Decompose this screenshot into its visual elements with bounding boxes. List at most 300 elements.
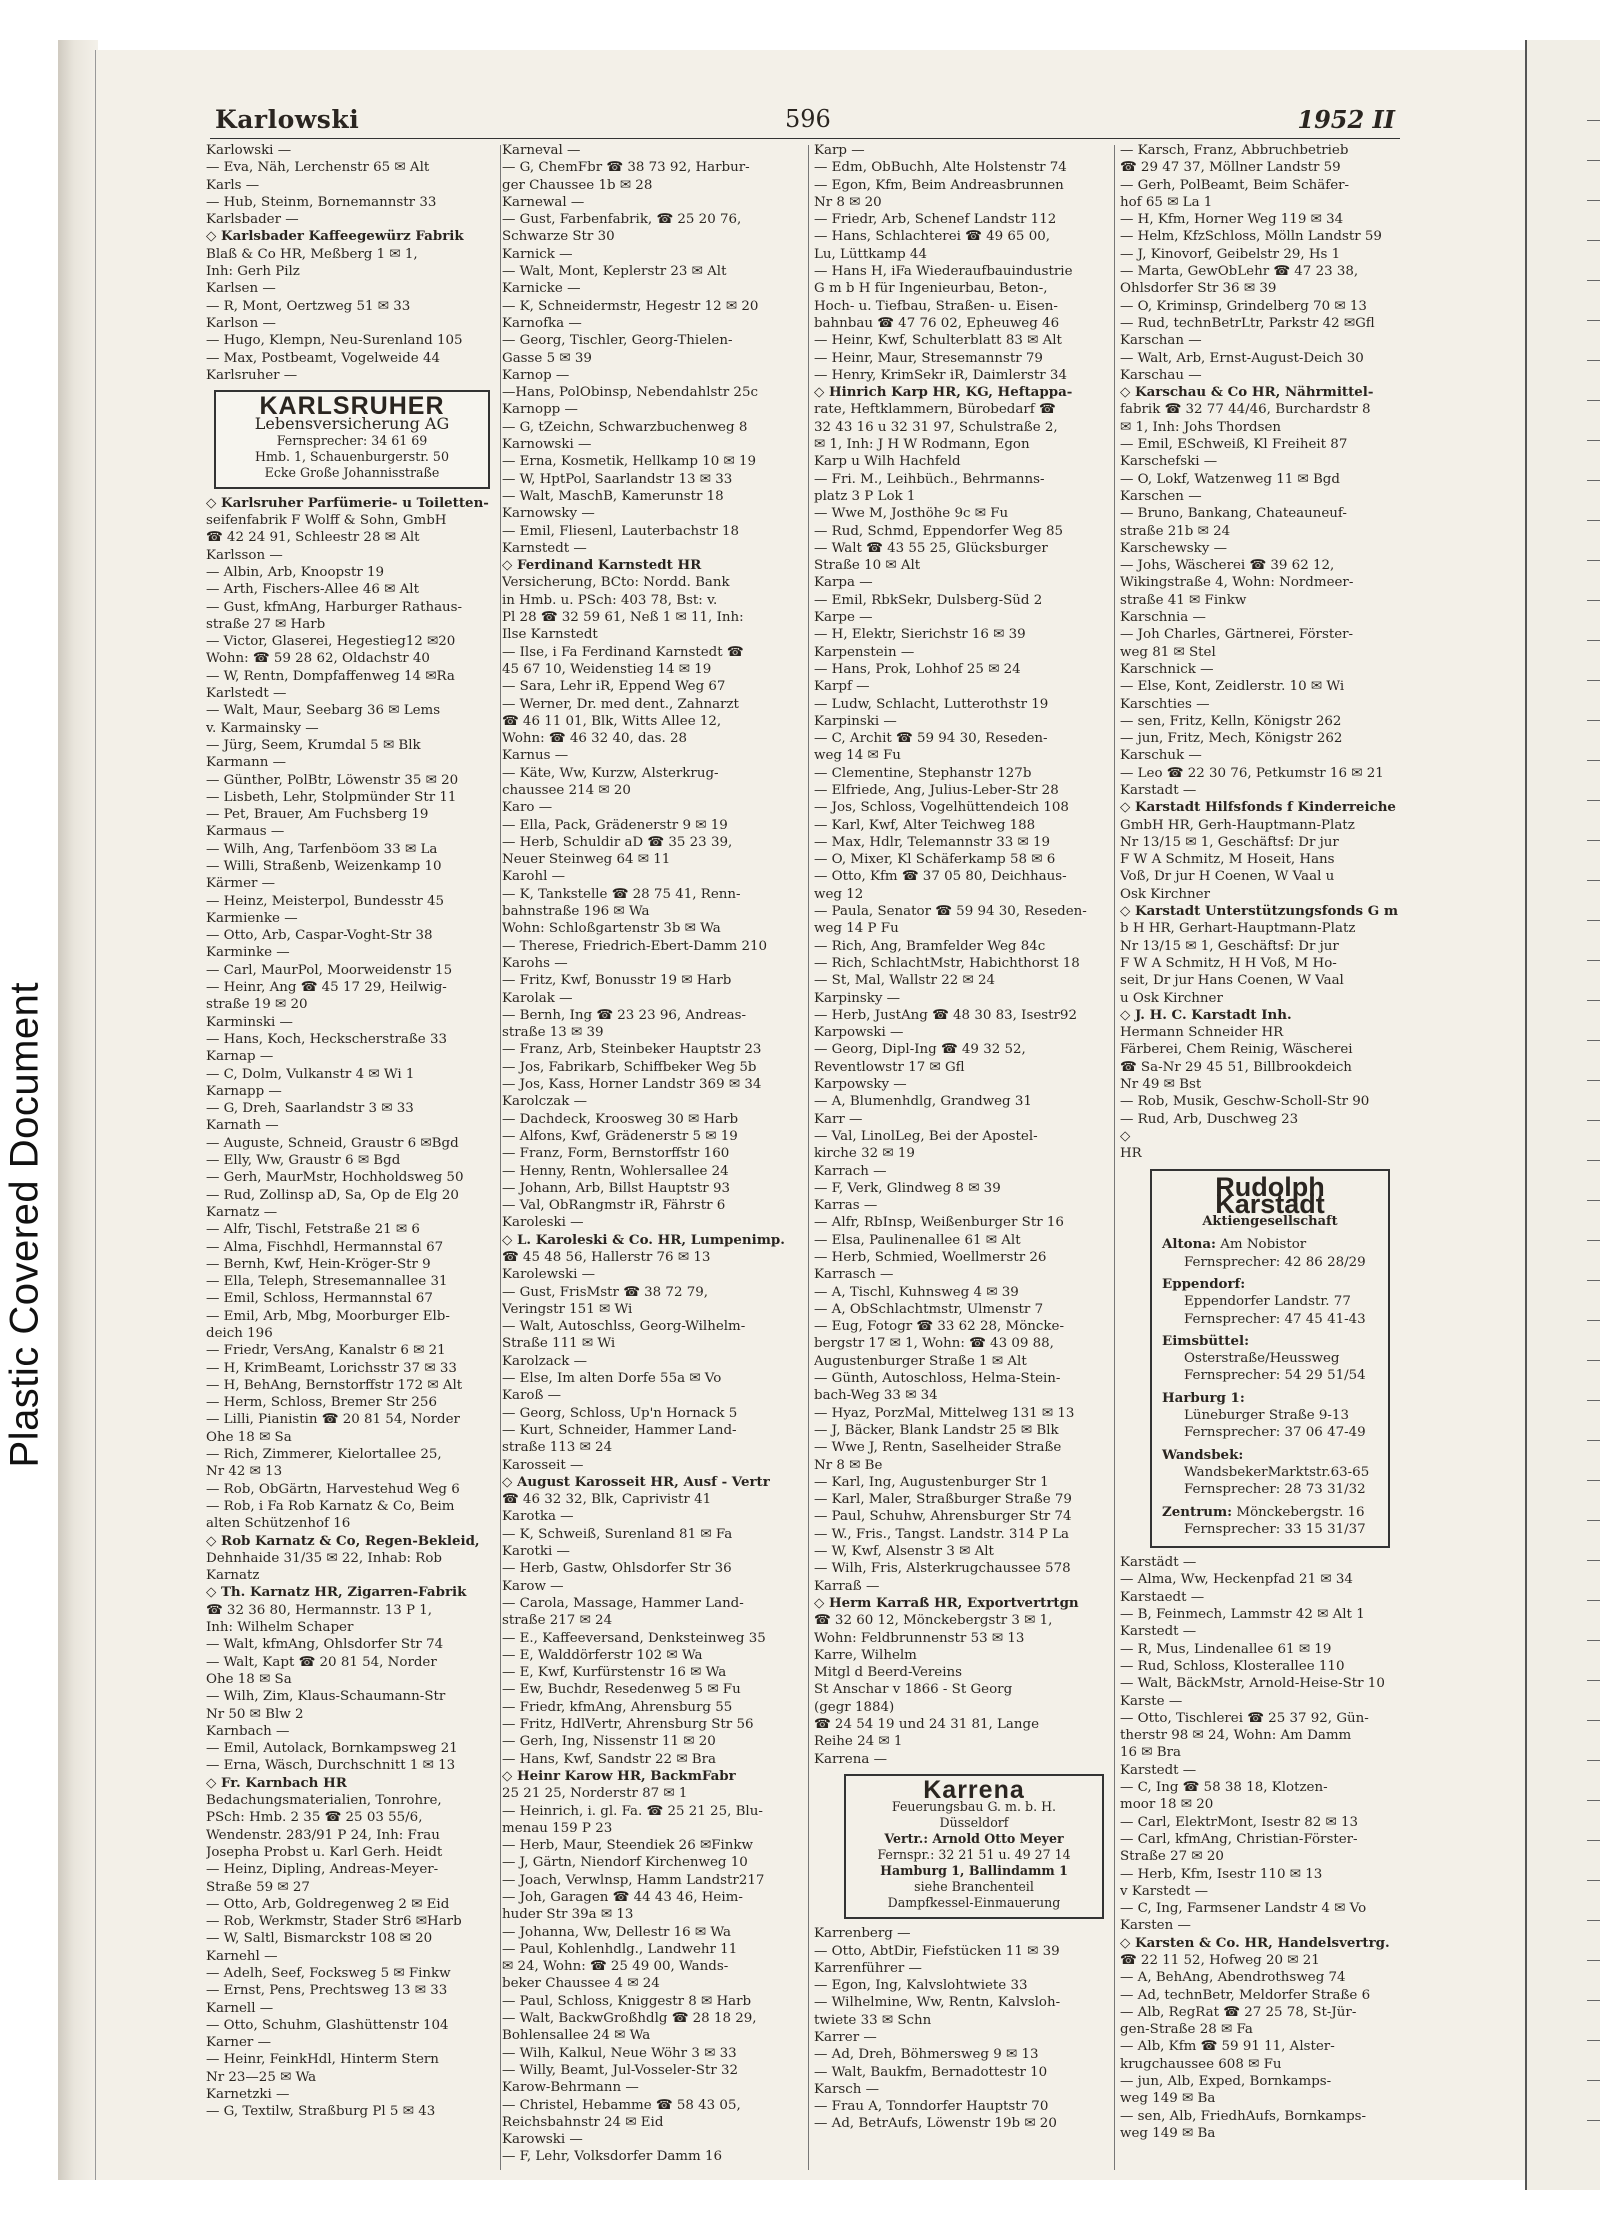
adjacent-page-mark xyxy=(1587,640,1600,641)
directory-entry: — Helm, KfzSchloss, Mölln Landstr 59 xyxy=(1120,229,1382,245)
directory-entry: — jun, Fritz, Mech, Königstr 262 xyxy=(1120,731,1343,747)
directory-entry: bahnbau ☎ 47 76 02, Epheuweg 46 xyxy=(814,315,1060,331)
directory-entry: ◇ Heinr Karow HR, BackmFabr xyxy=(502,1767,736,1784)
directory-entry: 32 43 16 u 32 31 97, Schulstraße 2, xyxy=(814,419,1058,435)
directory-entry: — Carl, MaurPol, Moorweidenstr 15 xyxy=(206,962,453,978)
branch-block xyxy=(1162,1447,1378,1499)
directory-entry: Dehnhaide 31/35 ✉ 22, Inhab: Rob xyxy=(206,1550,443,1566)
directory-entry: — Emil, Schloss, Hermannstal 67 xyxy=(206,1291,433,1307)
directory-entry: — Heinr, Kwf, Schulterblatt 83 ✉ Alt xyxy=(814,333,1062,349)
surname-heading: Karstädt — xyxy=(1120,1555,1197,1571)
directory-entry: — W., Fris., Tangst. Landstr. 314 P La xyxy=(814,1526,1070,1542)
directory-entry: — Eug, Fotogr ☎ 33 62 28, Möncke- xyxy=(814,1319,1064,1335)
surname-heading: Karnell — xyxy=(206,2000,274,2016)
adjacent-page-mark xyxy=(1587,440,1600,441)
directory-entry: — Henny, Rentn, Wohlersallee 24 xyxy=(502,1163,729,1179)
directory-entry: — A, Tischl, Kuhnsweg 4 ✉ 39 xyxy=(814,1284,1019,1300)
directory-entry: — Else, Kont, Zeidlerstr. 10 ✉ Wi xyxy=(1120,679,1345,695)
directory-entry: — Alma, Ww, Heckenpfad 21 ✉ 34 xyxy=(1120,1572,1353,1588)
branch-block xyxy=(1162,1504,1378,1539)
directory-entry: — G, tZeichn, Schwarzbuchenweg 8 xyxy=(502,419,748,435)
directory-entry: Versicherung, BCto: Nordd. Bank xyxy=(502,575,730,591)
directory-entry: — Adelh, Seef, Focksweg 5 ✉ Finkw xyxy=(206,1965,451,1981)
surname-heading: Karnowsky — xyxy=(502,506,595,522)
adjacent-page-mark xyxy=(1587,1240,1600,1241)
directory-entry: ☎ 32 60 12, Mönckebergstr 3 ✉ 1, xyxy=(814,1613,1053,1629)
directory-entry: Nr 50 ✉ Blw 2 xyxy=(206,1706,304,1722)
surname-heading: Karow — xyxy=(502,1578,564,1594)
directory-entry: — Jos, Kass, Horner Landstr 369 ✉ 34 xyxy=(502,1077,762,1093)
directory-entry: 45 67 10, Weidenstieg 14 ✉ 19 xyxy=(502,661,712,677)
directory-entry: — Willy, Beamt, Jul-Vosseler-Str 32 xyxy=(502,2062,739,2078)
directory-entry: therstr 98 ✉ 24, Wohn: Am Damm xyxy=(1120,1728,1352,1744)
directory-entry: Nr 42 ✉ 13 xyxy=(206,1464,283,1480)
directory-entry: gen-Straße 28 ✉ Fa xyxy=(1120,2022,1253,2038)
surname-heading: Karosseit — xyxy=(502,1457,584,1473)
directory-entry: — Ew, Buchdr, Resedenweg 5 ✉ Fu xyxy=(502,1682,741,1698)
karlsruher-advertisement xyxy=(214,390,490,489)
directory-entry: weg 149 ✉ Ba xyxy=(1120,2091,1216,2107)
surname-heading: Karsten — xyxy=(1120,1918,1191,1934)
surname-heading: Karste — xyxy=(1120,1693,1183,1709)
directory-entry: Straße 10 ✉ Alt xyxy=(814,558,921,574)
directory-entry: — Val, LinolLeg, Bei der Apostel- xyxy=(814,1128,1038,1144)
directory-entry: — Walt, Kapt ☎ 20 81 54, Norder xyxy=(206,1654,437,1670)
surname-heading: Karo — xyxy=(502,800,553,816)
directory-entry: Straße 27 ✉ 20 xyxy=(1120,1849,1224,1865)
directory-entry: — Herb, Gastw, Ohlsdorfer Str 36 xyxy=(502,1561,732,1577)
adjacent-page-mark xyxy=(1587,1920,1600,1921)
directory-entry: ✉ 24, Wohn: ☎ 25 49 00, Wands- xyxy=(502,1959,729,1975)
ad-line: Dampfkessel-Einmauerung xyxy=(887,1895,1061,1911)
directory-entry: — Herm, Schloss, Bremer Str 256 xyxy=(206,1395,437,1411)
surname-heading: Karmaus — xyxy=(206,824,285,840)
adjacent-page-mark xyxy=(1587,1120,1600,1121)
directory-entry: — Hans H, iFa Wiederaufbauindustrie xyxy=(814,264,1073,280)
adjacent-page-mark xyxy=(1587,760,1600,761)
directory-entry: — E, Walddörferstr 102 ✉ Wa xyxy=(502,1647,703,1663)
directory-entry: — St, Mal, Wallstr 22 ✉ 24 xyxy=(814,973,996,989)
surname-heading: Karnop — xyxy=(502,367,570,383)
surname-heading: Karmann — xyxy=(206,755,286,771)
adjacent-page-mark xyxy=(1587,560,1600,561)
adjacent-page-mark xyxy=(1587,1800,1600,1801)
directory-entry: — Johanna, Ww, Dellestr 16 ✉ Wa xyxy=(502,1924,731,1940)
surname-heading: Karschties — xyxy=(1120,696,1210,712)
directory-entry: — Friedr, kfmAng, Ahrensburg 55 xyxy=(502,1699,733,1715)
ad-address: Ecke Große Johannisstraße xyxy=(264,464,440,480)
adjacent-page-mark xyxy=(1587,2000,1600,2001)
directory-entry: Wikingstraße 4, Wohn: Nordmeer- xyxy=(1120,575,1354,591)
directory-entry: ◇ Fr. Karnbach HR xyxy=(206,1774,347,1791)
adjacent-page-mark xyxy=(1587,880,1600,881)
surname-heading: Karstedt — xyxy=(1120,1762,1197,1778)
directory-entry: weg 12 xyxy=(814,886,864,902)
branch-city xyxy=(1162,1276,1378,1293)
adjacent-page-mark xyxy=(1587,1280,1600,1281)
column-1 xyxy=(206,142,498,2121)
directory-entry: — F, Verk, Glindweg 8 ✉ 39 xyxy=(814,1180,1001,1196)
surname-heading: Karrenberg — xyxy=(814,1926,911,1942)
running-head-name: Karlowski xyxy=(215,105,360,134)
directory-entry: — Rud, technBetrLtr, Parkstr 42 ✉Gfl xyxy=(1120,315,1375,331)
directory-entry: — Wilh, Kalkul, Neue Wöhr 3 ✉ 33 xyxy=(502,2045,737,2061)
directory-entry: ☎ 45 48 56, Hallerstr 76 ✉ 13 xyxy=(502,1250,711,1265)
directory-entry: Färberei, Chem Reinig, Wäscherei xyxy=(1120,1042,1353,1058)
directory-entry: — Egon, Ing, Kalvslohtwiete 33 xyxy=(814,1978,1028,1994)
directory-entry: — Alb, RegRat ☎ 27 25 78, St-Jür- xyxy=(1120,2004,1357,2020)
adjacent-page-mark xyxy=(1587,480,1600,481)
directory-entry: Osk Kirchner xyxy=(1120,886,1210,902)
surname-heading: Karnowski — xyxy=(502,437,592,453)
branch-street: Mönckebergstr. 16 xyxy=(1232,1504,1365,1520)
directory-entry: — Walt, MaschB, Kamerunstr 18 xyxy=(502,488,724,504)
directory-entry: — Emil, RbkSekr, Dulsberg-Süd 2 xyxy=(814,592,1043,608)
surname-heading: Karlsen — xyxy=(206,281,276,297)
directory-entry: — A, BehAng, Abendrothsweg 74 xyxy=(1120,1970,1346,1986)
adjacent-page-mark xyxy=(1587,360,1600,361)
directory-entry: ◇ Rob Karnatz & Co, Regen-Bekleid, xyxy=(206,1532,480,1549)
directory-entry: Ohe 18 ✉ Sa xyxy=(206,1429,292,1445)
branch-city-name: Eppendorf: xyxy=(1162,1276,1246,1292)
column-4 xyxy=(1120,142,1410,2142)
surname-heading: v. Karmainsky — xyxy=(206,720,319,736)
directory-entry: — Rob, i Fa Rob Karnatz & Co, Beim xyxy=(206,1498,455,1514)
directory-entry: — Pet, Brauer, Am Fuchsberg 19 xyxy=(206,807,429,823)
directory-entry: — Käte, Ww, Kurzw, Alsterkrug- xyxy=(502,765,719,781)
branch-city-name: Altona: xyxy=(1162,1236,1216,1253)
directory-entry: — Albin, Arb, Knoopstr 19 xyxy=(206,564,385,580)
directory-entry: — Val, ObRangmstr iR, Fährstr 6 xyxy=(502,1198,726,1214)
branch-block xyxy=(1162,1333,1378,1385)
branch-phone: Fernsprecher: 54 29 51/54 xyxy=(1184,1368,1366,1384)
directory-entry: — Johann, Arb, Billst Hauptstr 93 xyxy=(502,1180,730,1196)
adjacent-page-mark xyxy=(1587,2040,1600,2041)
directory-entry: — K, Schneidermstr, Hegestr 12 ✉ 20 xyxy=(502,298,759,314)
adjacent-page-mark xyxy=(1587,1360,1600,1361)
directory-entry: — Georg, Dipl-Ing ☎ 49 32 52, xyxy=(814,1042,1026,1058)
directory-entry: — Günth, Autoschloss, Helma-Stein- xyxy=(814,1371,1061,1387)
ad-line: siehe Branchenteil xyxy=(914,1879,1034,1895)
surname-heading: Karowski — xyxy=(502,2132,583,2148)
adjacent-page-mark xyxy=(1587,1720,1600,1721)
directory-entry: Reichsbahnstr 24 ✉ Eid xyxy=(502,2114,664,2130)
surname-heading: Karlsson — xyxy=(206,547,283,563)
directory-entry: — Hub, Steinm, Bornemannstr 33 xyxy=(206,194,437,210)
directory-entry: Veringstr 151 ✉ Wi xyxy=(502,1301,633,1317)
branch-city xyxy=(1162,1236,1378,1253)
surname-heading: Karpe — xyxy=(814,610,873,626)
adjacent-page-mark xyxy=(1587,520,1600,521)
directory-entry: deich 196 xyxy=(206,1326,273,1341)
directory-entry: hof 65 ✉ La 1 xyxy=(1120,194,1213,210)
surname-heading: Karsch — xyxy=(814,2081,880,2097)
branch-city-name: Wandsbek: xyxy=(1162,1446,1244,1463)
directory-entry: ✉ 1, Inh: Johs Thordsen xyxy=(1120,419,1282,435)
directory-entry: — Marta, GewObLehr ☎ 47 23 38, xyxy=(1120,264,1359,280)
adjacent-page-mark xyxy=(1587,280,1600,281)
directory-entry: — Erna, Wäsch, Durchschnitt 1 ✉ 13 xyxy=(206,1758,456,1774)
directory-entry: straße 41 ✉ Finkw xyxy=(1120,592,1247,608)
adjacent-page-mark xyxy=(1587,920,1600,921)
directory-entry: — Willi, Straßenb, Weizenkamp 10 xyxy=(206,858,442,874)
rudolph-karstadt-advertisement xyxy=(1150,1169,1390,1549)
ad-line: Fernspr.: 32 21 51 u. 49 27 14 xyxy=(877,1847,1071,1863)
directory-entry: — Eva, Näh, Lerchenstr 65 ✉ Alt xyxy=(206,160,430,176)
directory-entry: — H, Kfm, Horner Weg 119 ✉ 34 xyxy=(1120,212,1344,228)
page-header xyxy=(210,102,1400,139)
directory-entry: — Alfons, Kwf, Grädenerstr 5 ✉ 19 xyxy=(502,1128,738,1144)
directory-entry: ◇ Karschau & Co HR, Nährmittel- xyxy=(1120,384,1374,401)
directory-entry: chaussee 214 ✉ 20 xyxy=(502,782,631,798)
directory-entry: — W, Rentn, Dompfaffenweg 14 ✉Ra xyxy=(206,668,455,684)
directory-entry: —Hans, PolObinsp, Nebendahlstr 25c xyxy=(502,385,758,401)
adjacent-page-mark xyxy=(1587,1200,1600,1201)
directory-entry: bach-Weg 33 ✉ 34 xyxy=(814,1388,938,1404)
directory-entry: — Rob, Musik, Geschw-Scholl-Str 90 xyxy=(1120,1094,1370,1110)
adjacent-page-mark xyxy=(1587,160,1600,161)
directory-entry: — Max, Postbeamt, Vogelweide 44 xyxy=(206,350,441,366)
directory-entry: alten Schützenhof 16 xyxy=(206,1516,351,1532)
directory-entry: ☎ 46 11 01, Blk, Witts Allee 12, xyxy=(502,713,722,729)
directory-entry: — Karl, Ing, Augustenburger Str 1 xyxy=(814,1474,1049,1490)
directory-entry: — Ludw, Schlacht, Lutterothstr 19 xyxy=(814,696,1049,712)
surname-heading: Karpowsky — xyxy=(814,1077,907,1093)
directory-entry: — Elsa, Paulinenallee 61 ✉ Alt xyxy=(814,1232,1021,1248)
directory-entry: Nr 49 ✉ Bst xyxy=(1120,1077,1202,1093)
directory-entry: seit, Dr jur Hans Coenen, W Vaal xyxy=(1120,973,1344,989)
directory-entry: — Frau A, Tonndorfer Hauptstr 70 xyxy=(814,2099,1049,2115)
directory-entry: — Rud, Schmd, Eppendorfer Weg 85 xyxy=(814,523,1064,539)
branch-street: Am Nobistor xyxy=(1215,1237,1307,1253)
adjacent-page-mark xyxy=(1587,2120,1600,2121)
surname-heading: Karminski — xyxy=(206,1014,293,1030)
directory-entry: — Joach, Verwlnsp, Hamm Landstr217 xyxy=(502,1872,765,1888)
branch-address: WandsbekerMarktstr.63-65 xyxy=(1184,1464,1370,1480)
surname-heading: Karpinsky — xyxy=(814,990,901,1006)
directory-entry: — Walt, Autoschlss, Georg-Wilhelm- xyxy=(502,1319,746,1335)
directory-entry: — Lilli, Pianistin ☎ 20 81 54, Norder xyxy=(206,1412,460,1428)
directory-entry: — Alfr, RbInsp, Weißenburger Str 16 xyxy=(814,1215,1064,1231)
directory-entry: — W, Saltl, Bismarckstr 108 ✉ 20 xyxy=(206,1931,433,1947)
directory-entry: — Hans, Prok, Lohhof 25 ✉ 24 xyxy=(814,661,1021,677)
directory-entry: bergstr 17 ✉ 1, Wohn: ☎ 43 09 88, xyxy=(814,1336,1054,1352)
directory-entry: Ilse Karnstedt xyxy=(502,627,598,643)
branch-city-name: Harburg 1: xyxy=(1162,1389,1245,1406)
surname-heading: Karschefski — xyxy=(1120,454,1218,470)
directory-entry: — Franz, Form, Bernstorffstr 160 xyxy=(502,1146,730,1162)
directory-entry: — Rich, Ang, Bramfelder Weg 84c xyxy=(814,938,1046,954)
directory-entry: Karnatz xyxy=(206,1568,260,1584)
surname-heading: Karpf — xyxy=(814,679,870,695)
surname-heading: Karschnia — xyxy=(1120,610,1206,626)
surname-heading: Karoleski — xyxy=(502,1215,584,1231)
directory-entry: — A, Blumenhdlg, Grandweg 31 xyxy=(814,1094,1032,1110)
directory-entry: — Ilse, i Fa Ferdinand Karnstedt ☎ xyxy=(502,644,744,660)
adjacent-page-mark xyxy=(1587,600,1600,601)
directory-entry: — R, Mus, Lindenallee 61 ✉ 19 xyxy=(1120,1641,1332,1657)
karrena-advertisement xyxy=(844,1774,1104,1919)
surname-heading: Karstedt — xyxy=(1120,1624,1197,1640)
surname-heading: Karnapp — xyxy=(206,1083,282,1099)
directory-entry: — Leo ☎ 22 30 76, Petkumstr 16 ✉ 21 xyxy=(1120,765,1384,781)
ad-subtitle: Lebensversicherung AG xyxy=(254,414,450,434)
ad-title: KARLSRUHER xyxy=(259,392,445,421)
directory-entry: — Christel, Hebamme ☎ 58 43 05, xyxy=(502,2097,741,2113)
directory-entry: ◇ Karlsbader Kaffeegewürz Fabrik xyxy=(206,228,464,245)
directory-entry: ◇ August Karosseit HR, Ausf - Vertr xyxy=(502,1473,770,1490)
adjacent-page-mark xyxy=(1587,1600,1600,1601)
directory-entry: — Ad, BetrAufs, Löwenstr 19b ✉ 20 xyxy=(814,2116,1057,2132)
directory-entry: straße 21b ✉ 24 xyxy=(1120,523,1231,539)
directory-entry: — Bruno, Bankang, Chateauneuf- xyxy=(1120,506,1347,522)
surname-heading: Karnstedt — xyxy=(502,540,587,556)
directory-entry: Straße 111 ✉ Wi xyxy=(502,1336,616,1352)
directory-entry: — Walt, Baukfm, Bernadottestr 10 xyxy=(814,2064,1048,2080)
directory-entry: — Clementine, Stephanstr 127b xyxy=(814,765,1032,781)
surname-heading: Karohl — xyxy=(502,869,566,885)
adjacent-page-mark xyxy=(1587,840,1600,841)
surname-heading: Karrasch — xyxy=(814,1267,894,1283)
directory-entry: — Fritz, Kwf, Bonusstr 19 ✉ Harb xyxy=(502,973,732,989)
directory-entry: — Walt, kfmAng, Ohlsdorfer Str 74 xyxy=(206,1637,444,1653)
directory-entry: — Heinz, Dipling, Andreas-Meyer- xyxy=(206,1862,439,1878)
ad-title: Karrena xyxy=(923,1775,1025,1804)
directory-entry: — G, Dreh, Saarlandstr 3 ✉ 33 xyxy=(206,1101,414,1117)
directory-entry: Ohlsdorfer Str 36 ✉ 39 xyxy=(1120,281,1277,297)
directory-entry: — C, Ing ☎ 58 38 18, Klotzen- xyxy=(1120,1780,1328,1796)
directory-entry: — Gust, Farbenfabrik, ☎ 25 20 76, xyxy=(502,212,742,228)
directory-entry: fabrik ☎ 32 77 44/46, Burchardstr 8 xyxy=(1120,402,1371,418)
directory-entry: — Jos, Fabrikarb, Schiffbeker Weg 5b xyxy=(502,1059,757,1075)
branch-address: Lüneburger Straße 9-13 xyxy=(1184,1408,1349,1424)
directory-entry: — Max, Hdlr, Telemannstr 33 ✉ 19 xyxy=(814,834,1051,850)
surname-heading: Karnicke — xyxy=(502,281,581,297)
branch-address: Osterstraße/Heussweg xyxy=(1184,1351,1340,1367)
surname-heading: Karlstedt — xyxy=(206,686,287,702)
surname-heading: Karrenführer — xyxy=(814,1960,922,1976)
directory-entry: — Walt, BackwGroßhdlg ☎ 28 18 29, xyxy=(502,2011,757,2027)
directory-entry: — Gerh, Ing, Nissenstr 11 ✉ 20 xyxy=(502,1734,716,1750)
directory-entry: Neuer Steinweg 64 ✉ 11 xyxy=(502,852,671,868)
surname-heading: Karrena — xyxy=(814,1751,887,1767)
directory-entry: Mitgl d Beerd-Vereins xyxy=(814,1665,962,1681)
side-margin xyxy=(0,0,58,2221)
column-rule xyxy=(1114,145,1115,2170)
directory-entry: — Walt, Arb, Ernst-August-Deich 30 xyxy=(1120,350,1364,366)
directory-entry: — Dachdeck, Kroosweg 30 ✉ Harb xyxy=(502,1111,739,1127)
directory-entry: — K, Tankstelle ☎ 28 75 41, Renn- xyxy=(502,886,741,902)
directory-entry: straße 217 ✉ 24 xyxy=(502,1613,613,1629)
surname-heading: Karschewsky — xyxy=(1120,540,1227,556)
directory-entry: — Therese, Friedrich-Ebert-Damm 210 xyxy=(502,938,768,954)
side-label: Plastic Covered Document xyxy=(2,981,47,1468)
surname-heading: Karneval — xyxy=(502,143,581,158)
adjacent-page-mark xyxy=(1587,1480,1600,1481)
directory-entry: — Franz, Arb, Steinbeker Hauptstr 23 xyxy=(502,1042,762,1058)
directory-entry: — Ella, Teleph, Stresemannallee 31 xyxy=(206,1274,448,1290)
directory-entry: — J, Kinovorf, Geibelstr 29, Hs 1 xyxy=(1120,246,1341,262)
directory-entry: Wohn: Schloßgartenstr 3b ✉ Wa xyxy=(502,921,721,937)
directory-entry: — Günther, PolBtr, Löwenstr 35 ✉ 20 xyxy=(206,772,459,788)
directory-entry: — C, Ing, Farmsener Landstr 4 ✉ Vo xyxy=(1120,1901,1367,1917)
directory-entry: Straße 59 ✉ 27 xyxy=(206,1879,310,1895)
directory-entry: — Otto, AbtDir, Fiefstücken 11 ✉ 39 xyxy=(814,1943,1060,1959)
ad-subtitle: Aktiengesellschaft xyxy=(1202,1214,1338,1230)
directory-entry: Nr 13/15 ✉ 1, Geschäftsf: Dr jur xyxy=(1120,834,1339,850)
surname-heading: Karr — xyxy=(814,1111,863,1127)
surname-heading: Karrer — xyxy=(814,2029,877,2045)
surname-heading: Karolczak — xyxy=(502,1094,588,1110)
directory-entry: — Gerh, MaurMstr, Hochholdsweg 50 xyxy=(206,1170,464,1186)
surname-heading: Karnick — xyxy=(502,246,573,262)
directory-entry: — B, Feinmech, Lammstr 42 ✉ Alt 1 xyxy=(1120,1607,1365,1623)
surname-heading: Karnofka — xyxy=(502,315,582,331)
directory-entry: — Hans, Koch, Heckscherstraße 33 xyxy=(206,1031,447,1047)
surname-heading: Karolewski — xyxy=(502,1267,596,1283)
directory-entry: — Sara, Lehr iR, Eppend Weg 67 xyxy=(502,679,726,695)
surname-heading: Karlowski — xyxy=(206,143,292,158)
adjacent-page-mark xyxy=(1587,1640,1600,1641)
directory-entry: ◇ J. H. C. Karstadt Inh. xyxy=(1120,1006,1292,1023)
surname-heading: Karschen — xyxy=(1120,488,1202,504)
directory-entry: F W A Schmitz, H H Voß, M Ho- xyxy=(1120,955,1337,971)
adjacent-page-mark xyxy=(1587,1760,1600,1761)
directory-entry: straße 13 ✉ 39 xyxy=(502,1025,604,1041)
directory-entry: — Gust, FrisMstr ☎ 38 72 79, xyxy=(502,1284,709,1300)
directory-entry: PSch: Hmb. 2 35 ☎ 25 03 55/6, xyxy=(206,1810,423,1826)
surname-heading: Karraß — xyxy=(814,1578,880,1594)
directory-entry: F W A Schmitz, M Hoseit, Hans xyxy=(1120,852,1335,868)
branch-city xyxy=(1162,1504,1378,1521)
directory-entry: ◇ Ferdinand Karnstedt HR xyxy=(502,557,702,574)
directory-entry: weg 14 P Fu xyxy=(814,921,899,937)
adjacent-page-edge xyxy=(1525,40,1600,2190)
directory-entry: — Kurt, Schneider, Hammer Land- xyxy=(502,1422,737,1438)
surname-heading: Karminke — xyxy=(206,945,290,961)
directory-entry: — Johs, Wäscherei ☎ 39 62 12, xyxy=(1120,558,1335,574)
directory-entry: Hermann Schneider HR xyxy=(1120,1025,1284,1041)
directory-entry: Bedachungsmaterialien, Tonrohre, xyxy=(206,1793,442,1809)
directory-entry: — Otto, Arb, Goldregenweg 2 ✉ Eid xyxy=(206,1896,450,1912)
directory-entry: — G, Textilw, Straßburg Pl 5 ✉ 43 xyxy=(206,2104,436,2120)
directory-entry: — Otto, Kfm ☎ 37 05 80, Deichhaus- xyxy=(814,869,1067,885)
adjacent-page-mark xyxy=(1587,120,1600,121)
directory-entry: — W, HptPol, Saarlandstr 13 ✉ 33 xyxy=(502,471,733,487)
adjacent-page-mark xyxy=(1587,1440,1600,1441)
directory-entry: — K, Schweiß, Surenland 81 ✉ Fa xyxy=(502,1526,733,1542)
directory-entry: — sen, Fritz, Kelln, Königstr 262 xyxy=(1120,713,1342,729)
branch-city xyxy=(1162,1333,1378,1350)
branch-block xyxy=(1162,1236,1378,1271)
adjacent-page-mark xyxy=(1587,1080,1600,1081)
surname-heading: Karotki — xyxy=(502,1544,570,1560)
directory-entry: weg 81 ✉ Stel xyxy=(1120,644,1216,660)
directory-entry: Wohn: ☎ 59 28 62, Oldachstr 40 xyxy=(206,651,430,667)
directory-entry: — Ella, Pack, Grädenerstr 9 ✉ 19 xyxy=(502,817,728,833)
directory-entry: ☎ 46 32 32, Blk, Caprivistr 41 xyxy=(502,1492,712,1508)
directory-entry: — Hyaz, PorzMal, Mittelweg 131 ✉ 13 xyxy=(814,1405,1075,1421)
ad-line: Vertr.: Arnold Otto Meyer xyxy=(884,1831,1064,1847)
surname-heading: Karnopp — xyxy=(502,402,578,418)
directory-entry: Reihe 24 ✉ 1 xyxy=(814,1734,903,1750)
directory-entry: ☎ 24 54 19 und 24 31 81, Lange xyxy=(814,1717,1040,1733)
surname-heading: Karschan — xyxy=(1120,333,1202,349)
directory-entry: — Friedr, Arb, Schenef Landstr 112 xyxy=(814,212,1057,228)
directory-entry: straße 113 ✉ 24 xyxy=(502,1440,613,1456)
directory-entry: ◇ L. Karoleski & Co. HR, Lumpenimp. xyxy=(502,1231,785,1248)
surname-heading: Karnewal — xyxy=(502,194,585,210)
